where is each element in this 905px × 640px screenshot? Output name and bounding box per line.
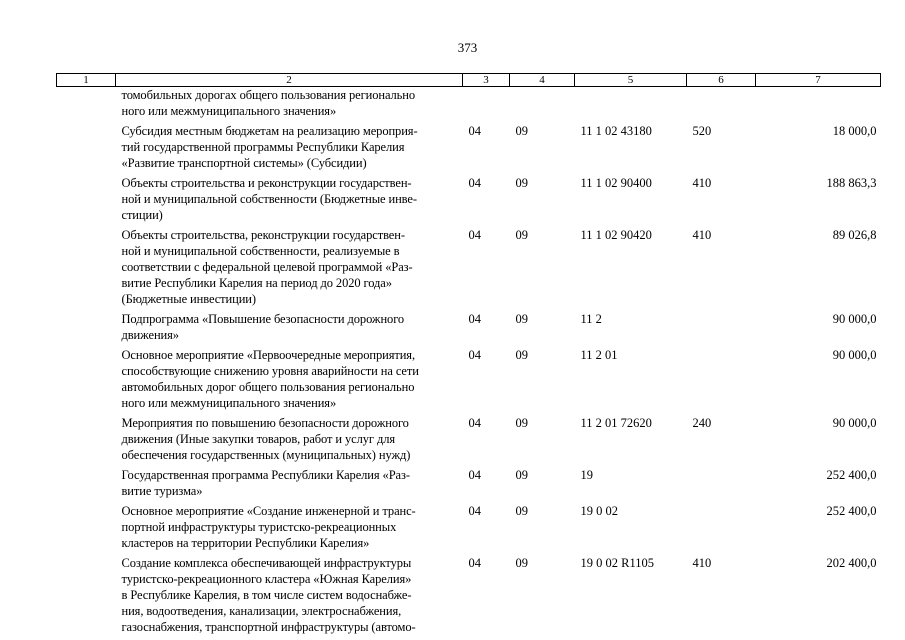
cell-name [116, 87, 463, 120]
cell-expense-type: 410 [692, 176, 712, 190]
cell-subsection: 09 [515, 504, 528, 518]
cell-amount: 89 026,8 [832, 228, 877, 242]
table-row [57, 463, 881, 499]
cell-amount [756, 87, 881, 120]
cell-subsection: 09 [515, 124, 528, 138]
table-row [57, 87, 881, 120]
cell-name [116, 463, 463, 499]
cell-col-1 [57, 119, 116, 171]
cell-subsection: 09 [515, 556, 528, 570]
name-line: в Республике Карелия, в том числе систем водоснабже- [121, 588, 412, 602]
name-line: томобильных дорогах общего пользования регионально [121, 88, 416, 102]
cell-col-1 [57, 87, 116, 120]
cell-target-article: 11 1 02 43180 [580, 124, 652, 138]
cell-name [116, 343, 463, 411]
cell-section: 04 [468, 124, 481, 138]
cell-subsection: 09 [515, 312, 528, 326]
header-row [57, 74, 881, 87]
cell-section: 04 [468, 176, 481, 190]
cell-target-article: 11 2 01 72620 [580, 416, 652, 430]
header-col-6: 6 [687, 74, 756, 87]
name-line: ной и муниципальной собственности, реализуемые в [121, 244, 400, 258]
cell-col-1 [57, 223, 116, 307]
table-row [57, 223, 881, 307]
cell-target-article: 19 [580, 468, 593, 482]
cell-amount: 202 400,0 [826, 556, 877, 570]
cell-amount: 18 000,0 [832, 124, 877, 138]
cell-expense-type [687, 307, 756, 343]
name-line: Государственная программа Республики Карелия «Раз- [121, 468, 410, 482]
cell-target-article: 11 1 02 90420 [580, 228, 652, 242]
table-row [57, 119, 881, 171]
cell-expense-type [687, 463, 756, 499]
table-row [57, 307, 881, 343]
cell-subsection: 09 [515, 228, 528, 242]
name-line: ного или межмуниципального значения» [121, 396, 337, 410]
cell-amount: 252 400,0 [826, 504, 877, 518]
cell-section [463, 87, 510, 120]
cell-name [116, 411, 463, 463]
header-col-3: 3 [463, 74, 510, 87]
name-line: способствующие снижению уровня аварийности на сети [121, 364, 419, 378]
cell-col-1 [57, 411, 116, 463]
cell-subsection: 09 [515, 416, 528, 430]
name-line: портной инфраструктуры туристско-рекреационных [121, 520, 397, 534]
cell-subsection: 09 [515, 176, 528, 190]
name-line: газоснабжения, транспортной инфраструктуры (автомо- [121, 620, 416, 634]
page-number: 373 [457, 40, 478, 55]
cell-target-article: 11 2 01 [580, 348, 618, 362]
header-col-2: 2 [116, 74, 463, 87]
cell-amount: 90 000,0 [832, 348, 877, 362]
name-line: ния, водоотведения, канализации, электроснабжения, [121, 604, 402, 618]
cell-col-1 [57, 499, 116, 551]
header-col-7: 7 [756, 74, 881, 87]
table-row [57, 499, 881, 551]
name-line: «Развитие транспортной системы» (Субсидии) [121, 156, 367, 170]
name-line: стиции) [121, 208, 163, 222]
cell-subsection: 09 [515, 468, 528, 482]
name-line: ного или межмуниципального значения» [121, 104, 337, 118]
cell-section: 04 [468, 228, 481, 242]
table-body [57, 87, 881, 636]
name-line: Объекты строительства, реконструкции государствен- [121, 228, 405, 242]
cell-col-1 [57, 307, 116, 343]
cell-expense-type: 410 [692, 556, 712, 570]
header-col-5: 5 [575, 74, 687, 87]
name-line: тий государственной программы Республики Карелия [121, 140, 405, 154]
cell-section: 04 [468, 348, 481, 362]
cell-target-article: 19 0 02 R1105 [580, 556, 654, 570]
cell-name [116, 171, 463, 223]
name-line: туристско-рекреационного кластера «Южная Карелия» [121, 572, 412, 586]
name-line: движения (Иные закупки товаров, работ и услуг для [121, 432, 396, 446]
budget-table [56, 73, 881, 635]
cell-amount: 90 000,0 [832, 312, 877, 326]
header-col-1: 1 [57, 74, 116, 87]
cell-amount: 252 400,0 [826, 468, 877, 482]
cell-section: 04 [468, 556, 481, 570]
budget-table-container [56, 73, 880, 635]
cell-expense-type: 520 [692, 124, 712, 138]
name-line: автомобильных дорог общего пользования регионально [121, 380, 415, 394]
cell-target-article: 19 0 02 [580, 504, 618, 518]
cell-amount: 188 863,3 [826, 176, 877, 190]
cell-section: 04 [468, 468, 481, 482]
cell-expense-type [687, 87, 756, 120]
cell-target-article: 11 1 02 90400 [580, 176, 652, 190]
cell-expense-type [687, 499, 756, 551]
cell-expense-type [687, 343, 756, 411]
cell-target-article [575, 87, 687, 120]
name-line: Основное мероприятие «Создание инженерной и транс- [121, 504, 416, 518]
name-line: Мероприятия по повышению безопасности дорожного [121, 416, 409, 430]
cell-amount: 90 000,0 [832, 416, 877, 430]
name-line: витие Республики Карелия на период до 2020 года» [121, 276, 392, 290]
cell-name [116, 119, 463, 171]
name-line: витие туризма» [121, 484, 203, 498]
cell-col-1 [57, 551, 116, 635]
name-line: Создание комплекса обеспечивающей инфраструктуры [121, 556, 412, 570]
cell-expense-type: 240 [692, 416, 712, 430]
name-line: Основное мероприятие «Первоочередные мероприятия, [121, 348, 415, 362]
name-line: соответствии с федеральной целевой программой «Раз- [121, 260, 413, 274]
cell-subsection [510, 87, 575, 120]
table-row [57, 343, 881, 411]
cell-section: 04 [468, 312, 481, 326]
name-line: кластеров на территории Республики Карелия» [121, 536, 370, 550]
cell-col-1 [57, 343, 116, 411]
cell-col-1 [57, 171, 116, 223]
cell-section: 04 [468, 504, 481, 518]
cell-target-article: 11 2 [580, 312, 602, 326]
name-line: ной и муниципальной собственности (Бюджетные инве- [121, 192, 417, 206]
table-row [57, 551, 881, 635]
name-line: обеспечения государственных (муниципальных) нужд) [121, 448, 411, 462]
name-line: Субсидия местным бюджетам на реализацию мероприя- [121, 124, 418, 138]
table-row [57, 171, 881, 223]
cell-name [116, 551, 463, 635]
cell-name [116, 307, 463, 343]
cell-col-1 [57, 463, 116, 499]
name-line: (Бюджетные инвестиции) [121, 292, 256, 306]
table-row [57, 411, 881, 463]
header-col-4: 4 [510, 74, 575, 87]
cell-name [116, 499, 463, 551]
cell-name [116, 223, 463, 307]
cell-section: 04 [468, 416, 481, 430]
cell-subsection: 09 [515, 348, 528, 362]
name-line: Объекты строительства и реконструкции государствен- [121, 176, 412, 190]
name-line: движения» [121, 328, 179, 342]
table-header [57, 74, 881, 87]
name-line: Подпрограмма «Повышение безопасности дорожного [121, 312, 405, 326]
cell-expense-type: 410 [692, 228, 712, 242]
